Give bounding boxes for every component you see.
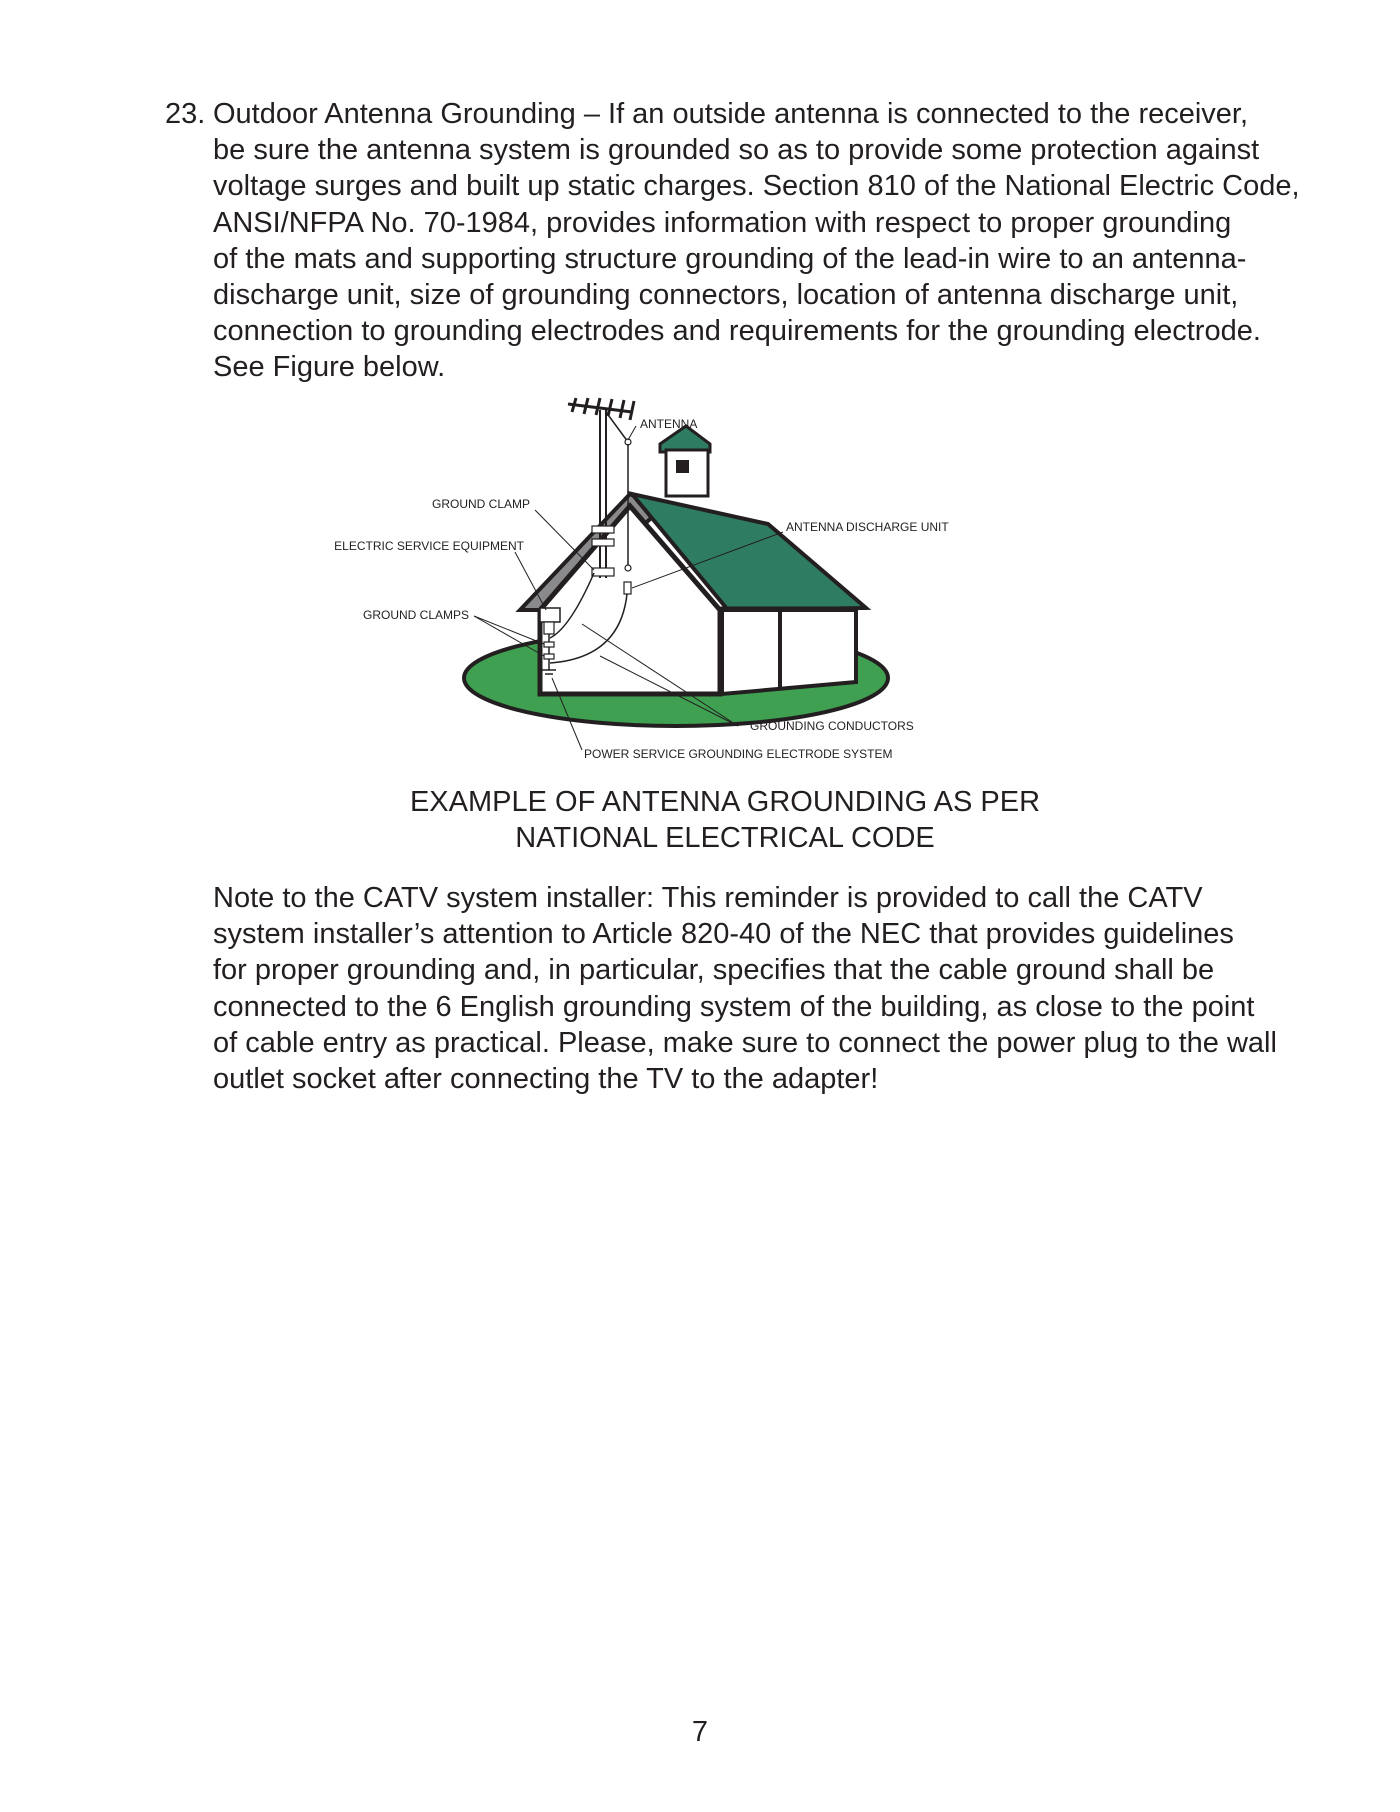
right-wall xyxy=(722,610,856,694)
item-number: 23. xyxy=(165,98,206,130)
ground-clamp-part xyxy=(592,568,614,576)
item-paragraph xyxy=(213,96,1300,386)
antenna-element xyxy=(572,398,576,412)
service-box xyxy=(544,622,554,634)
mast-strap xyxy=(592,539,614,546)
mast-stay xyxy=(606,412,628,442)
leader-antenna xyxy=(628,426,636,440)
label-ground-clamps: GROUND CLAMPS xyxy=(362,608,469,622)
note-line: outlet socket after connecting the TV to the adapter! xyxy=(213,1063,879,1096)
page-number: 7 xyxy=(691,1716,709,1748)
antenna-element xyxy=(584,398,588,414)
caption-line: NATIONAL ELECTRICAL CODE xyxy=(515,822,935,854)
paragraph-line: Outdoor Antenna Grounding – If an outside antenna is connected to the receiver, xyxy=(213,98,1249,130)
antenna-discharge-unit xyxy=(624,582,631,594)
service-meter xyxy=(540,608,560,622)
mast-strap xyxy=(592,526,614,533)
house-diagram xyxy=(334,398,1050,778)
antenna-element xyxy=(630,401,634,420)
paragraph-line: voltage surges and built up static charges. Section 810 of the National Electric Code, xyxy=(213,170,1300,203)
note-line: connected to the 6 English grounding system of the building, as close to the point xyxy=(213,990,1255,1023)
label-grounding-conductors: GROUNDING CONDUCTORS xyxy=(750,719,914,733)
caption-line: EXAMPLE OF ANTENNA GROUNDING AS PER xyxy=(409,786,1041,818)
discharge-joint xyxy=(625,565,631,571)
ground-clamp-lower xyxy=(544,654,554,659)
paragraph-line: be sure the antenna system is grounded so as to provide some protection against xyxy=(213,134,1260,167)
ground-clamp-lower xyxy=(544,642,554,647)
antenna-grounding-figure xyxy=(334,398,1050,778)
paragraph-line: connection to grounding electrodes and requirements for the grounding electrode. xyxy=(213,315,1261,348)
figure-caption xyxy=(300,784,1150,856)
leader-ground-clamps xyxy=(474,616,544,644)
note-line: Note to the CATV system installer: This reminder is provided to call the CATV xyxy=(213,882,1203,914)
label-antenna: ANTENNA xyxy=(640,417,698,431)
paragraph-line: ANSI/NFPA No. 70-1984, provides information with respect to proper grounding xyxy=(213,206,1232,239)
label-ground-clamp: GROUND CLAMP xyxy=(431,497,530,511)
cupola-window xyxy=(676,460,689,473)
label-power-service-grounding: POWER SERVICE GROUNDING ELECTRODE SYSTEM xyxy=(584,747,893,761)
paragraph-line: See Figure below. xyxy=(213,351,446,384)
antenna-element xyxy=(608,399,612,416)
antenna-element xyxy=(620,400,624,418)
note-line: of cable entry as practical. Please, make sure to connect the power plug to the wall xyxy=(213,1026,1277,1059)
label-antenna-discharge-unit: ANTENNA DISCHARGE UNIT xyxy=(786,520,949,534)
note-line: system installer’s attention to Article 820-40 of the NEC that provides guidelines xyxy=(213,918,1234,951)
paragraph-line: discharge unit, size of grounding connectors, location of antenna discharge unit, xyxy=(213,279,1239,312)
catv-installer-note xyxy=(213,880,1277,1097)
note-line: for proper grounding and, in particular, specifies that the cable ground shall be xyxy=(213,954,1215,987)
label-electric-service-equipment: ELECTRIC SERVICE EQUIPMENT xyxy=(334,539,524,553)
paragraph-line: of the mats and supporting structure grounding of the lead-in wire to an antenna- xyxy=(213,242,1247,275)
